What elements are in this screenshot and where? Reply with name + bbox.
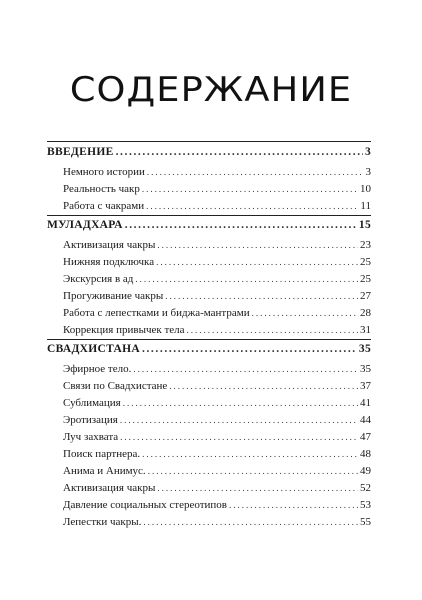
- page-number: 28: [360, 307, 371, 319]
- toc-item[interactable]: [63, 445, 371, 463]
- item-label: Эротизация: [63, 414, 118, 426]
- dot-leader: [120, 428, 358, 446]
- item-label: Связи по Свадхистане: [63, 380, 168, 392]
- dot-leader: [133, 360, 358, 378]
- item-label: Коррекция привычек тела: [63, 324, 185, 336]
- toc-section-muladhara[interactable]: [47, 216, 371, 234]
- toc-item[interactable]: [63, 496, 371, 514]
- dot-leader: [156, 253, 358, 271]
- item-label: Активизация чакры: [63, 482, 156, 494]
- dot-leader: [148, 462, 358, 480]
- page-number: 55: [360, 516, 371, 528]
- toc-item[interactable]: [63, 197, 371, 215]
- dot-leader: [142, 445, 358, 463]
- item-label: Луч захвата: [63, 431, 119, 443]
- page-number: 52: [360, 482, 371, 494]
- page-number: 47: [360, 431, 371, 443]
- section-label: МУЛАДХАРА: [47, 219, 123, 231]
- dot-leader: [123, 394, 358, 412]
- item-label: Прогуживание чакры: [63, 290, 164, 302]
- page-number: 48: [360, 448, 371, 460]
- dot-leader: [135, 270, 358, 288]
- dot-leader: [146, 197, 358, 215]
- dot-leader: [125, 216, 357, 234]
- section-label: СВАДХИСТАНА: [47, 343, 140, 355]
- item-label: Эфирное тело.: [63, 363, 132, 375]
- toc-item[interactable]: [63, 479, 371, 497]
- toc-item[interactable]: [63, 360, 371, 378]
- section-rule: [47, 141, 371, 142]
- dot-leader: [252, 304, 358, 322]
- toc-item[interactable]: [63, 394, 371, 412]
- section-label: ВВЕДЕНИЕ: [47, 146, 114, 158]
- dot-leader: [120, 411, 358, 429]
- dot-leader: [169, 377, 358, 395]
- toc-item[interactable]: [63, 270, 371, 288]
- toc-item[interactable]: [63, 180, 371, 198]
- toc-item[interactable]: [63, 321, 371, 339]
- dot-leader: [229, 496, 358, 514]
- item-label: Немного истории: [63, 166, 145, 178]
- page-number: 41: [360, 397, 371, 409]
- page-number: 15: [358, 219, 371, 231]
- page-number: 35: [358, 343, 371, 355]
- toc-section-vvedenie[interactable]: [47, 143, 371, 161]
- page-number: 49: [360, 465, 371, 477]
- item-label: Активизация чакры: [63, 239, 156, 251]
- page-number: 44: [360, 414, 371, 426]
- page-title: СОДЕРЖАНИЕ: [69, 70, 353, 110]
- toc-item[interactable]: [63, 513, 371, 531]
- item-label: Лепестки чакры.: [63, 516, 142, 528]
- page-number: 25: [360, 256, 371, 268]
- toc-item[interactable]: [63, 163, 371, 181]
- toc-item[interactable]: [63, 236, 371, 254]
- item-label: Реальность чакр: [63, 183, 140, 195]
- item-label: Экскурсия в ад: [63, 273, 134, 285]
- page-number: 10: [360, 183, 371, 195]
- item-label: Работа с чакрами: [63, 200, 145, 212]
- item-label: Работа с лепестками и биджа-мантрами: [63, 307, 250, 319]
- dot-leader: [157, 479, 358, 497]
- page-number: 3: [364, 146, 371, 158]
- dot-leader: [142, 180, 358, 198]
- page-number: 35: [360, 363, 371, 375]
- item-label: Нижняя подключка: [63, 256, 155, 268]
- dot-leader: [147, 163, 364, 181]
- item-label: Анима и Анимус.: [63, 465, 146, 477]
- toc-item[interactable]: [63, 462, 371, 480]
- page-number: 23: [360, 239, 371, 251]
- dot-leader: [116, 143, 363, 161]
- item-label: Поиск партнера.: [63, 448, 141, 460]
- page-number: 27: [360, 290, 371, 302]
- page-number: 37: [360, 380, 371, 392]
- toc-item[interactable]: [63, 287, 371, 305]
- toc-section-svadhistana[interactable]: [47, 340, 371, 358]
- dot-leader: [143, 513, 358, 531]
- toc-item[interactable]: [63, 304, 371, 322]
- page-number: 53: [360, 499, 371, 511]
- page-number: 3: [365, 166, 371, 178]
- toc-item[interactable]: [63, 411, 371, 429]
- item-label: Сублимация: [63, 397, 121, 409]
- dot-leader: [165, 287, 358, 305]
- toc-item[interactable]: [63, 428, 371, 446]
- item-label: Давление социальных стереотипов: [63, 499, 227, 511]
- dot-leader: [142, 340, 357, 358]
- page-number: 25: [360, 273, 371, 285]
- page-number: 11: [360, 200, 371, 212]
- toc-item[interactable]: [63, 253, 371, 271]
- dot-leader: [187, 321, 358, 339]
- page-number: 31: [360, 324, 371, 336]
- toc-item[interactable]: [63, 377, 371, 395]
- dot-leader: [157, 236, 358, 254]
